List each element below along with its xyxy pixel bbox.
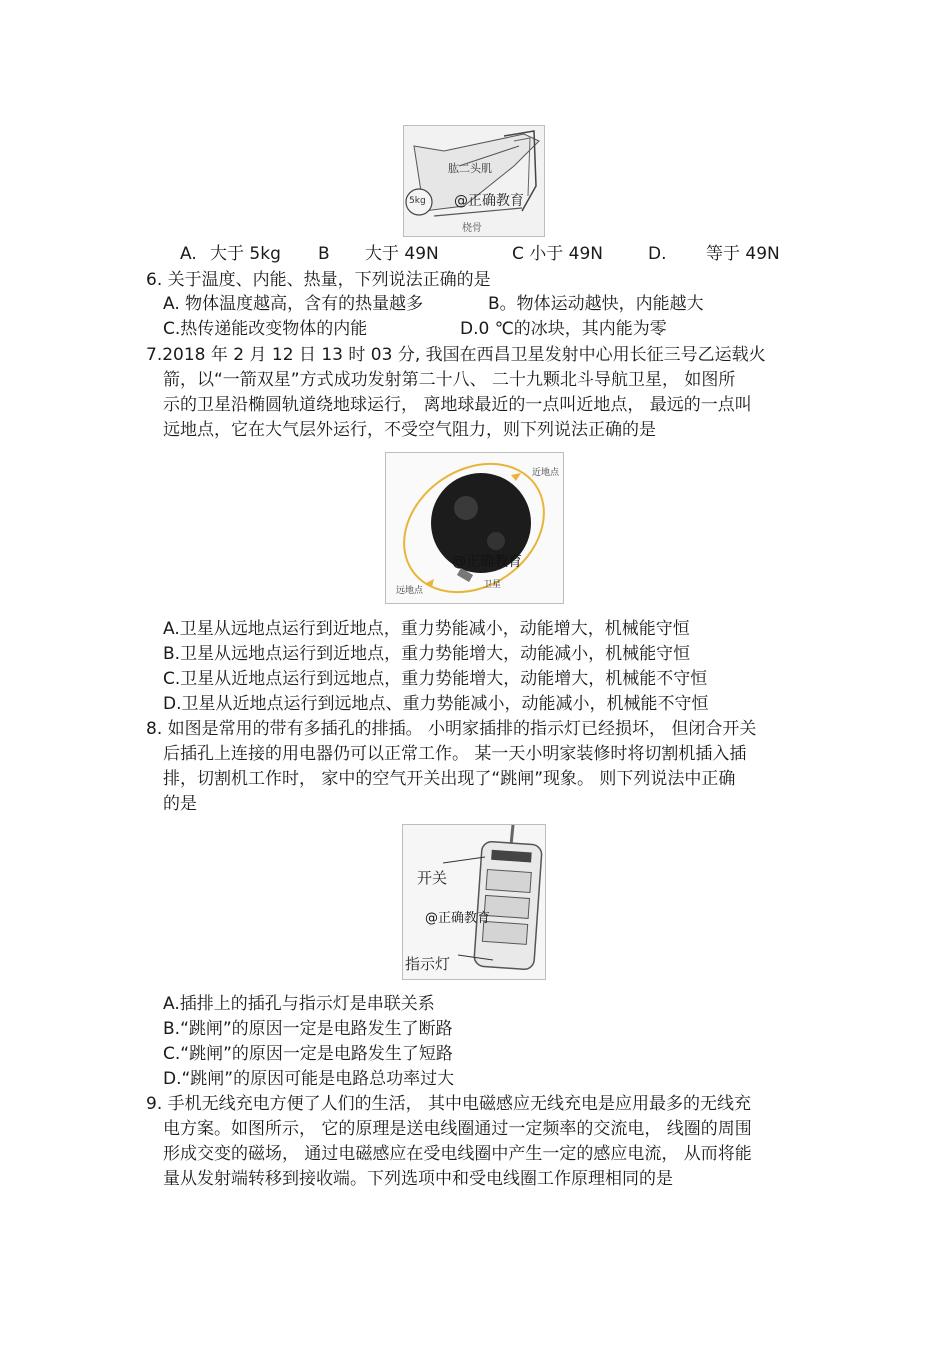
far-point-label: 远地点 — [396, 586, 424, 596]
q8-option-c: C.“跳闸”的原因一定是电路发生了短路 — [163, 1044, 453, 1064]
q7-stem-line-1: 7.2018 年 2 月 12 日 13 时 03 分, 我国在西昌卫星发射中心用长征三号乙运载火 — [146, 345, 766, 365]
q7-option-a: A.卫星从远地点运行到近地点，重力势能减小，动能增大，机械能守恒 — [163, 619, 690, 639]
watermark: @正确教育 — [452, 554, 522, 570]
q8-stem-line-3: 排，切割机工作时， 家中的空气开关出现了“跳闸”现象。 则下列说法中正确 — [163, 769, 736, 789]
q8-power-strip-figure — [402, 824, 546, 980]
q6-stem: 6. 关于温度、内能、热量，下列说法正确的是 — [146, 270, 491, 290]
q9-stem-line-1: 9. 手机无线充电方便了人们的生活， 其中电磁感应无线充电是应用最多的无线充 — [146, 1094, 752, 1114]
watermark: @正确教育 — [425, 911, 491, 926]
q7-stem-line-3: 示的卫星沿椭圆轨道绕地球运行， 离地球最近的一点叫近地点， 最远的一点叫 — [163, 395, 752, 415]
q5-option-b-text: 大于 49N — [365, 244, 439, 264]
q9-stem-line-4: 量从发射端转移到接收端。下列选项中和受电线圈工作原理相同的是 — [163, 1169, 673, 1189]
q8-option-b: B.“跳闸”的原因一定是电路发生了断路 — [163, 1019, 453, 1039]
q7-option-c: C.卫星从近地点运行到远地点，重力势能增大，动能增大，机械能不守恒 — [163, 669, 708, 689]
q8-stem-line-4: 的是 — [163, 794, 197, 814]
q9-stem-line-2: 电方案。如图所示， 它的原理是送电线圈通过一定频率的交流电， 线圈的周围 — [163, 1119, 752, 1139]
near-point-label: 近地点 — [532, 468, 560, 478]
q5-option-d-text: 等于 49N — [706, 244, 780, 264]
watermark: @正确教育 — [454, 193, 524, 209]
switch-label: 开关 — [417, 869, 448, 887]
satellite-label: 卫星 — [483, 580, 502, 590]
q5-arm-figure — [403, 125, 545, 237]
q7-option-b: B.卫星从远地点运行到近地点，重力势能增大，动能减小，机械能守恒 — [163, 644, 691, 664]
q7-stem-line-4: 远地点，它在大气层外运行，不受空气阻力，则下列说法正确的是 — [163, 420, 656, 440]
q5-option-c: C 小于 49N — [512, 244, 604, 264]
q8-stem-line-1: 8. 如图是常用的带有多插孔的排插。 小明家插排的指示灯已经损坏， 但闭合开关 — [146, 719, 757, 739]
q5-option-b-letter: B — [318, 244, 330, 264]
q6-option-c: C.热传递能改变物体的内能 — [163, 319, 368, 339]
bone-label: 桡骨 — [462, 223, 482, 234]
q7-stem-line-2: 箭，以“一箭双星”方式成功发射第二十八、 二十九颗北斗导航卫星， 如图所 — [163, 370, 736, 390]
q8-option-d: D.“跳闸”的原因可能是电路总功率过大 — [163, 1069, 455, 1089]
muscle-label: 肱二头肌 — [448, 162, 492, 175]
q7-option-d: D.卫星从近地点运行到远地点、重力势能减小，动能减小，机械能不守恒 — [163, 694, 709, 714]
q6-option-b: B。物体运动越快，内能越大 — [488, 294, 704, 314]
q6-option-a: A. 物体温度越高，含有的热量越多 — [163, 294, 424, 314]
q6-option-d: D.0 ℃的冰块，其内能为零 — [460, 319, 667, 339]
q7-orbit-figure — [385, 452, 564, 604]
q8-option-a: A.插排上的插孔与指示灯是串联关系 — [163, 994, 435, 1014]
q9-stem-line-3: 形成交变的磁场， 通过电磁感应在受电线圈中产生一定的感应电流， 从而将能 — [163, 1144, 752, 1164]
q5-option-a-text: 大于 5kg — [210, 244, 281, 264]
indicator-light-label: 指示灯 — [405, 955, 451, 973]
q5-option-a-letter: A. — [180, 244, 197, 264]
weight-label: 5kg — [409, 196, 426, 206]
q8-stem-line-2: 后插孔上连接的用电器仍可以正常工作。 某一天小明家装修时将切割机插入插 — [163, 744, 747, 764]
q5-option-d-letter: D. — [648, 244, 667, 264]
